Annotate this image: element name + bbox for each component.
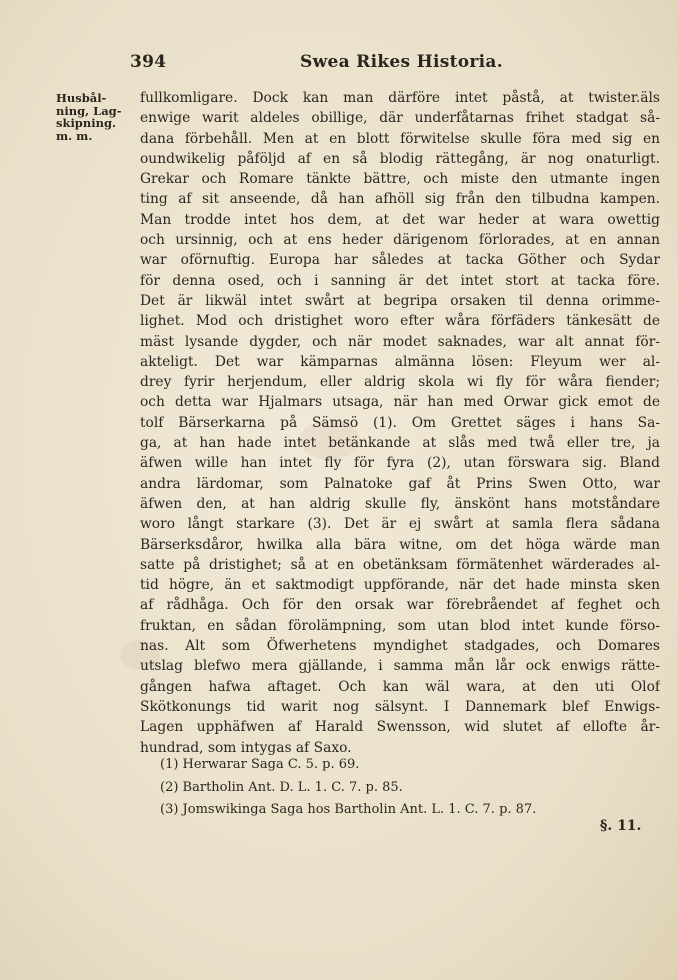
text-line: Skötkonungs tid warit nog sälsynt. I Dannemark blef Enwigs-	[140, 698, 660, 715]
text-line: och ursinnig, och at ens heder därigenom förlorades, at en annan	[140, 232, 660, 249]
text-line: lighet. Mod och dristighet woro efter wåra förfäders tänkesätt de	[140, 313, 660, 330]
text-line: mäst lysande dygder, och när modet saknades, war alt annat för-	[140, 333, 660, 350]
text-line: äfwen den, at han aldrig skulle fly, änskönt hans motståndare	[140, 495, 660, 512]
text-line: Grekar och Romare tänkte bättre, och miste den utmante ingen	[140, 171, 660, 188]
text-line: gången hafwa aftaget. Och kan wäl wara, at den uti Olof	[140, 678, 660, 695]
margin-note-line: Husbål-	[56, 91, 107, 105]
text-line: ga, at han hade intet betänkande at slås med twå eller tre, ja	[140, 435, 660, 452]
text-line: utslag blefwo mera gjällande, i samma mån lår ock enwigs rätte-	[140, 658, 660, 675]
text-line: tid högre, än et saktmodigt uppförande, när det hade minsta sken	[140, 577, 660, 594]
text-line: ting af sit anseende, då han afhöll sig från den tilbudna kampen.	[140, 191, 660, 208]
running-title: Swea Rikes Historia.	[300, 52, 503, 72]
text-line: nas. Alt som Öfwerhetens myndighet stadgades, och Domares	[140, 638, 660, 655]
text-line: och detta war Hjalmars utsaga, när han med Orwar gick emot de	[140, 394, 660, 411]
text-line: för denna osed, och i sanning är det intet stort at tacka före.	[140, 272, 660, 289]
footnotes	[160, 754, 660, 822]
text-line: andra lärdomar, som Palnatoke gaf åt Prins Swen Otto, war	[140, 475, 660, 492]
body-text	[140, 88, 660, 758]
footnote: (3) Jomswikinga Saga hos Bartholin Ant. L. 1. C. 7. p. 87.	[160, 802, 537, 817]
text-line: äfwen wille han intet fly för fyra (2), utan förswara sig. Bland	[140, 455, 660, 472]
text-line: hundrad, som intygas af Saxo.	[140, 739, 352, 756]
text-line: af rådhåga. Och för den orsak war förebråendet af feghet och	[140, 597, 660, 614]
footnote: (1) Herwarar Saga C. 5. p. 69.	[160, 757, 360, 772]
text-line: war oförnuftig. Europa har således at tacka Göther och Sydar	[140, 252, 660, 269]
catchword: §. 11.	[600, 818, 642, 834]
footnote: (2) Bartholin Ant. D. L. 1. C. 7. p. 85.	[160, 779, 403, 795]
page-number: 394	[130, 52, 167, 72]
text-line: drey fyrir herjendum, eller aldrig skola wi fly för wåra fiender;	[140, 374, 660, 391]
text-line: Man trodde intet hos dem, at det war heder at wara owettig	[140, 211, 660, 228]
text-line: dana förbehåll. Men at en blott förwitelse skulle föra med sig en	[140, 130, 660, 147]
text-line: Det är likwäl intet swårt at begripa orsaken til denna orimme-	[140, 292, 660, 309]
margin-note	[56, 92, 136, 142]
text-line: fullkomligare. Dock kan man därföre intet påstå, at twister.äls	[140, 90, 660, 106]
text-line: akteligt. Det war kämparnas almänna lösen: Fleyum wer al-	[140, 353, 660, 370]
text-line: Bärserksdåror, hwilka alla bära witne, om det höga wärde man	[140, 536, 660, 553]
margin-note-line: m. m.	[56, 128, 93, 143]
text-line: Lagen upphäfwen af Harald Swensson, wid slutet af ellofte år-	[140, 719, 660, 736]
text-line: oundwikelig påföljd af en så blodig rättegång, är nog onaturligt.	[140, 150, 660, 167]
text-line: satte på dristighet; så at en obetänksam förmätenhet wärderades al-	[140, 556, 660, 573]
text-line: tolf Bärserkarna på Sämsö (1). Om Grettet säges i hans Sa-	[140, 414, 660, 431]
margin-note-line: skipning.	[56, 116, 116, 130]
text-line: enwige warit aldeles obillige, där underfåtarnas frihet stadgat så-	[140, 110, 660, 127]
text-line: woro långt starkare (3). Det är ej swårt at samla flera sådana	[140, 516, 660, 533]
margin-note-line: ning, Lag-	[56, 103, 122, 118]
text-line: fruktan, en sådan förolämpning, som utan blod intet kunde förso-	[140, 617, 660, 634]
